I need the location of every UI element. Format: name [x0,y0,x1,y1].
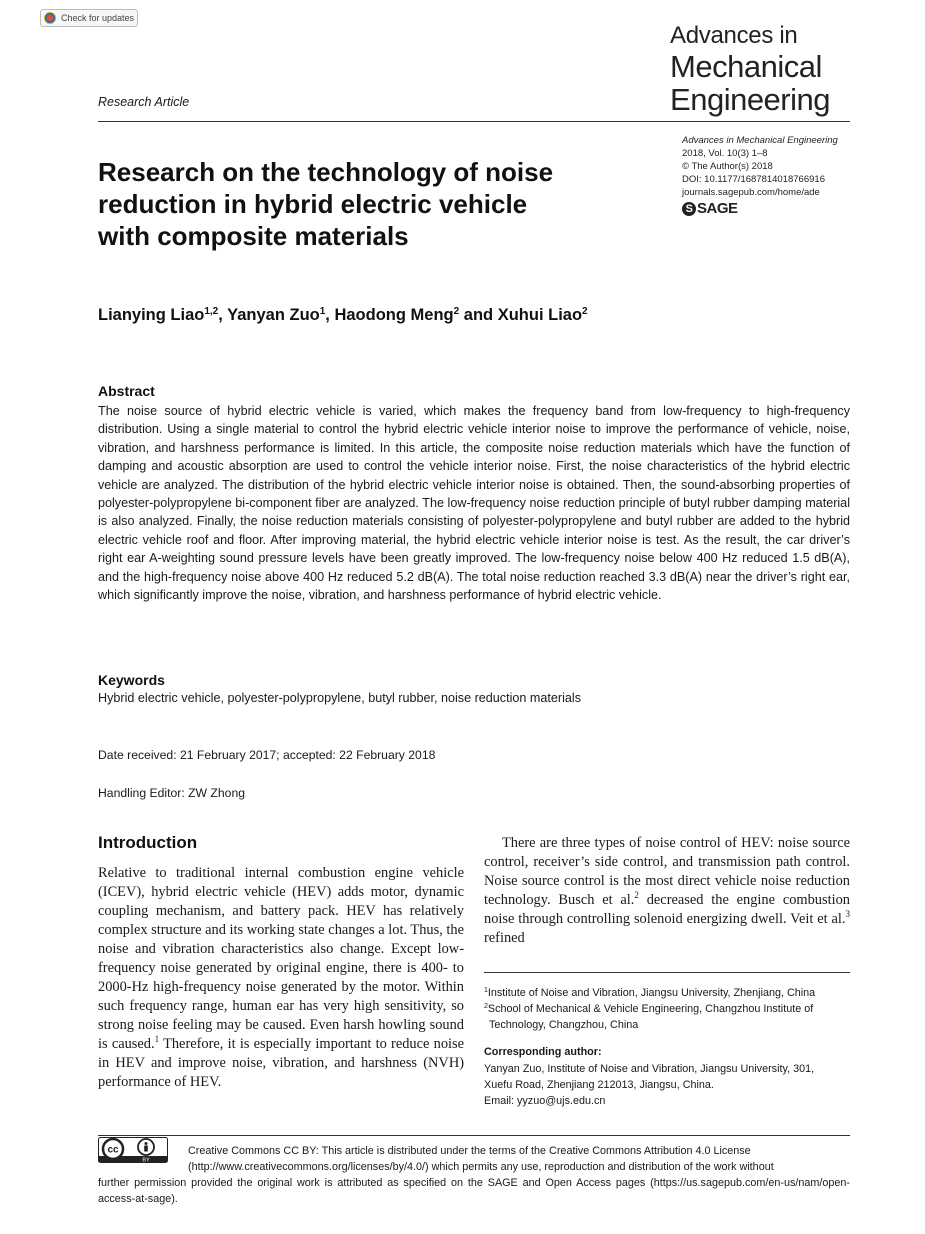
sage-wordmark: SAGE [697,200,738,217]
journal-logo-line2: Mechanical [670,49,822,84]
crossmark-icon [44,12,56,24]
author-affiliation-sup: 1 [319,306,326,317]
corresponding-line: Xuefu Road, Zhenjiang 212013, Jiangsu, China. [484,1079,714,1091]
author-name: Lianying Liao [98,306,205,324]
author-name: Yanyan Zuo [227,306,320,324]
intro-text: Therefore, it is especially important to reduce noise in HEV and improve noise, vibration, and harshness (NVH) performance of HEV. [98,1036,464,1090]
author-separator: , [325,306,335,324]
intro-text: Relative to traditional internal combustion engine vehicle (ICEV), hybrid electric vehicle (HEV) adds motor, dynamic coupling mechanism, and battery pack. HEV has relatively complex structure and its working state changes a lot. Thus, the noise and vibration characteristics also change. Except low-frequency noise generated by original engine, there is 400- to 2000-Hz high-frequency noise generated by the motor. Within such frequency range, human ear has very high sensitivity, so strong noise feeling may be caused. Even harsh howling sound is caused. [98,865,464,1052]
affiliation-sup: 1 [484,987,488,994]
cc-label: cc [107,1144,119,1156]
author-affiliation-sup: 1,2 [204,306,219,317]
license-line: further permission provided the original work is attributed as specified on the SAGE and Open Access pages (https://us.sagepub.com/en-us/nam/open-access-at-sage). [98,1177,850,1205]
journal-logo-line1: Advances in [670,22,798,49]
affiliation-item [484,985,850,1001]
citation-link[interactable]: 3 [845,909,850,919]
introduction-column-left [98,864,464,1092]
abstract-heading: Abstract [98,383,155,399]
author-affiliation-sup: 2 [453,306,460,317]
meta-journal-name: Advances in Mechanical Engineering [682,135,838,146]
author-separator: and [459,306,498,324]
article-title: Research on the technology of noise reduction in hybrid electric vehicle with composite materials [98,157,554,251]
license-text [98,1143,850,1207]
intro-text: decreased the engine combustion noise through controlling solenoid energizing dwell. Veit et al. [484,892,850,927]
affiliation-item [484,1001,850,1017]
keywords-body: Hybrid electric vehicle, polyester-polypropylene, butyl rubber, noise reduction materials [98,691,581,705]
affiliations [484,985,850,1033]
check-for-updates-button[interactable] [40,9,138,27]
sage-s-icon: S [682,202,696,216]
author-name: Xuhui Liao [497,306,583,324]
affiliation-continuation: Technology, Changzhou, China [489,1019,639,1031]
keywords-heading: Keywords [98,672,165,688]
affiliation-text: Institute of Noise and Vibration, Jiangsu University, Zhenjiang, China [487,987,816,999]
journal-logo [670,24,830,115]
corresponding-line: Yanyan Zuo, Institute of Noise and Vibration, Jiangsu University, 301, [484,1063,815,1075]
intro-text: refined [484,930,525,946]
abstract-body: The noise source of hybrid electric vehicle is varied, which makes the frequency band from low-frequency to high-frequency distribution. Using a single material to control the hybrid electric vehicle interior noise to improve the performance of vehicle, noise, vibration, and harshness performance is limited. In this article, the composite noise reduction materials which have the function of damping and acoustic absorption are used to control the vehicle interior noise. First, the noise characteristics of the hybrid electric vehicle are analyzed. The distribution of the hybrid electric vehicle interior noise is obtained. Then, the sound-absorbing properties of polyester-polypropylene bi-component fiber are analyzed. The low-frequency noise reduction principle of butyl rubber damping material is also analyzed. Finally, the noise reduction materials consisting of polyester-polypropylene and butyl rubber are added to the hybrid electric vehicle roof and floor. After improving material, the hybrid electric vehicle interior noise is test. As the result, the car driver’s right ear A-weighting sound pressure levels have been greatly improved. The low-frequency noise below 400 Hz reduced 1.5 dB(A), and the high-frequency noise above 400 Hz reduced 5.2 dB(A). The total noise reduction reached 3.3 dB(A) near the driver’s right ear, which significantly improve the noise, vibration, and harshness performance of hybrid electric vehicle. [98,404,850,603]
license-line: Creative Commons CC BY: This article is distributed under the terms of the Creative Commons Attribution 4.0 License [188,1145,751,1157]
corresponding-author-heading: Corresponding author: [484,1046,602,1058]
license-line: (http://www.creativecommons.org/licenses/by/4.0/) which permits any use, reproduction and distribution of the work without [188,1161,774,1173]
author-affiliation-sup: 2 [582,306,588,317]
meta-volume: 2018, Vol. 10(3) 1–8 [682,148,768,159]
intro-text: There are three types of noise control of HEV: noise source control, receiver’s side control, and transmission path control. Noise source control is the most direct vehicle noise reduction technology. Busch et al. [484,835,850,908]
article-type: Research Article [98,95,190,109]
affiliation-sup: 2 [484,1003,488,1010]
date-received: Date received: 21 February 2017; accepted: 22 February 2018 [98,748,436,762]
author-separator: , [218,306,228,324]
by-label: BY [142,1157,150,1163]
citation-link[interactable]: 1 [154,1034,160,1044]
author-list [98,306,588,325]
journal-meta [682,134,838,199]
author-name: Haodong Meng [334,306,454,324]
meta-doi[interactable]: DOI: 10.1177/1687814018766916 [682,174,825,185]
meta-url[interactable]: journals.sagepub.com/home/ade [682,187,820,198]
corresponding-email[interactable]: Email: yyzuo@ujs.edu.cn [484,1095,606,1107]
citation-link[interactable]: 2 [634,890,639,900]
affiliation-text: School of Mechanical & Vehicle Engineering, Changzhou Institute of [487,1003,814,1015]
corresponding-author [484,1061,850,1109]
journal-logo-line3: Engineering [670,82,830,117]
handling-editor: Handling Editor: ZW Zhong [98,786,245,800]
meta-copyright: © The Author(s) 2018 [682,161,773,172]
footnote-divider [484,972,850,973]
license-divider [98,1135,850,1136]
sage-logo [682,200,738,217]
introduction-heading: Introduction [98,833,198,852]
check-for-updates-label: Check for updates [61,13,135,23]
header-divider [98,121,850,122]
introduction-column-right [484,834,850,948]
